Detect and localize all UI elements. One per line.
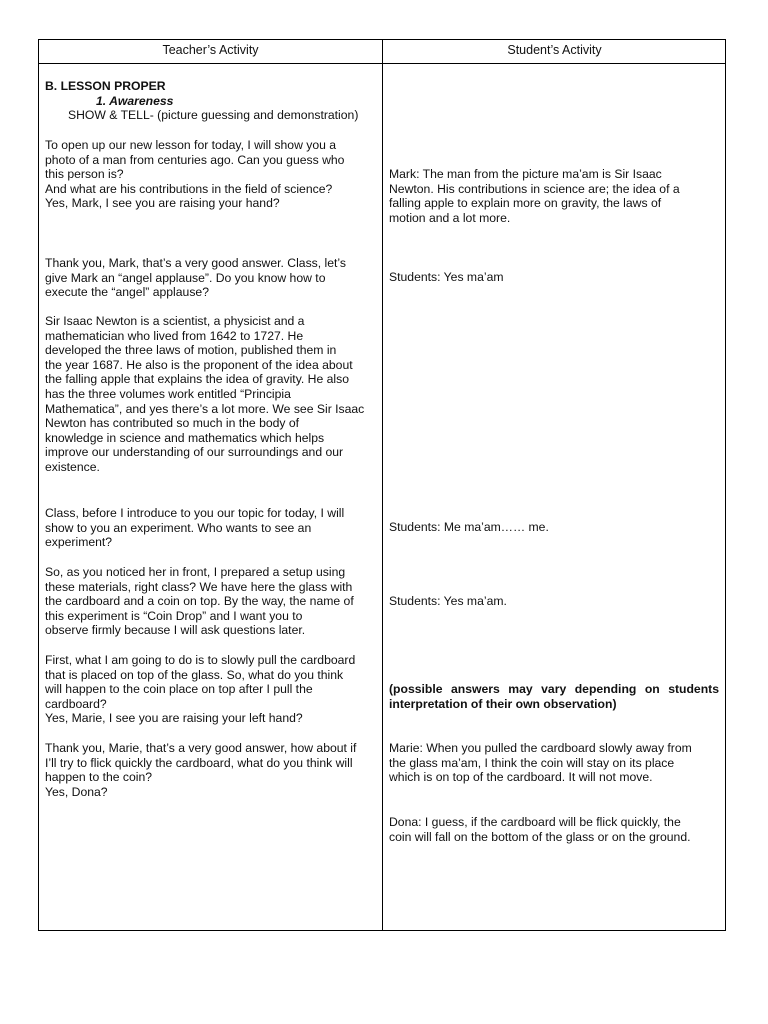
subheading-awareness: 1. Awareness: [96, 94, 174, 108]
student-response-yes-2: Students: Yes ma’am.: [389, 594, 507, 608]
column-divider: [382, 40, 383, 930]
student-possible-answers-note: (possible answers may vary depending on students interpretation of their own observation): [389, 682, 719, 711]
student-response-dona: Dona: I guess, if the cardboard will be flick quickly, the coin will fall on the bottom of the glass or on the ground.: [389, 815, 691, 844]
show-and-tell-line: SHOW & TELL- (picture guessing and demonstration): [68, 108, 359, 122]
lesson-table: [38, 39, 726, 931]
student-response-yes: Students: Yes ma’am: [389, 270, 504, 284]
header-teacher-activity: Teacher’s Activity: [162, 43, 259, 57]
teacher-paragraph-slow-pull: First, what I am going to do is to slowly pull the cardboard that is placed on top of the glass. So, what do you think will happen to the coin place on top after I pull the cardboard? Yes, Marie, I see you are raising your left hand?: [45, 653, 356, 726]
header-student-activity: Student’s Activity: [507, 43, 602, 57]
teacher-paragraph-applause: Thank you, Mark, that’s a very good answer. Class, let’s give Mark an “angel applause”. Do you know how to execute the “angel” applause?: [45, 256, 346, 300]
student-response-mark: Mark: The man from the picture ma’am is Sir Isaac Newton. His contributions in science are; the idea of a falling apple to explain more on gravity, the laws of motion and a lot more.: [389, 167, 680, 225]
section-heading: B. LESSON PROPER: [45, 79, 166, 93]
student-response-me: Students: Me ma’am…… me.: [389, 520, 549, 534]
teacher-paragraph-intro: To open up our new lesson for today, I will show you a photo of a man from centuries ago. Can you guess who this person is? And what are his contributions in the field of science? Yes, Mark, I see you are raising your hand?: [45, 138, 345, 211]
student-response-marie: Marie: When you pulled the cardboard slowly away from the glass ma’am, I think the coin will stay on its place which is on top of the cardboard. It will not move.: [389, 741, 692, 785]
teacher-paragraph-newton: Sir Isaac Newton is a scientist, a physicist and a mathematician who lived from 1642 to 1727. He developed the three laws of motion, published them in the year 1687. He also is the proponent of the idea about the falling apple that explains the idea of gravity. He also has the three volumes work entitled “Principia Mathematica”, and yes there’s a lot more. We see Sir Isaac Newton has contributed so much in the body of knowledge in science and mathematics which helps improve our understanding of our surroundings and our existence.: [45, 314, 365, 474]
teacher-paragraph-setup: So, as you noticed her in front, I prepared a setup using these materials, right class? We have here the glass with the cardboard and a coin on top. By the way, the name of this experiment is “Coin Drop” and I want you to observe firmly because I will ask questions later.: [45, 565, 354, 638]
teacher-paragraph-flick: Thank you, Marie, that’s a very good answer, how about if I’ll try to flick quickly the cardboard, what do you think will happen to the coin? Yes, Dona?: [45, 741, 357, 799]
teacher-paragraph-experiment: Class, before I introduce to you our topic for today, I will show to you an experiment. Who wants to see an experiment?: [45, 506, 345, 550]
